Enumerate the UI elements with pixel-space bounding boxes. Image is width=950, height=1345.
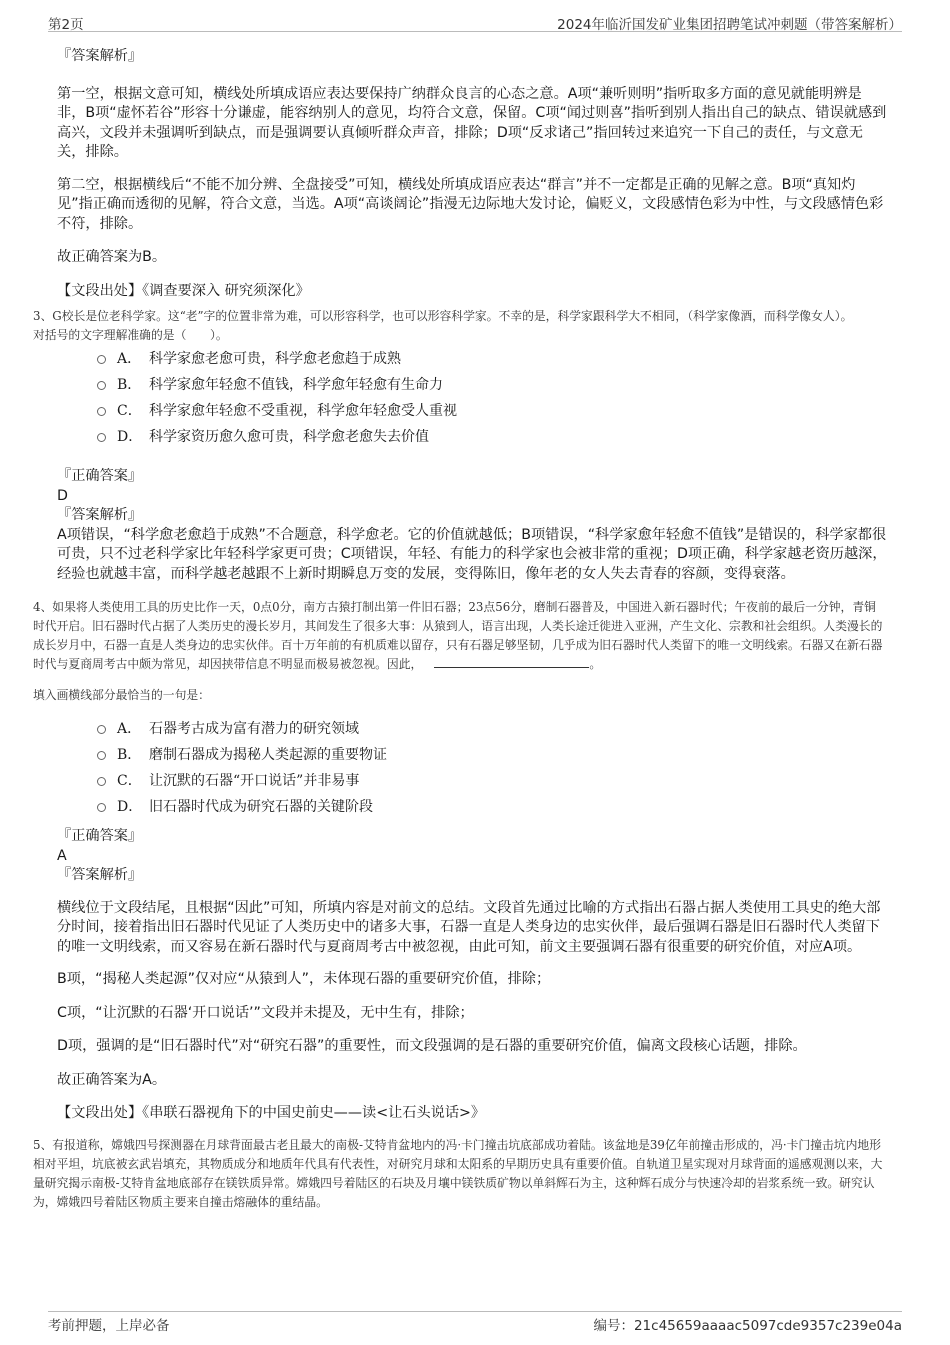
q4-option-a[interactable]: A． 石器考古成为富有潜力的研究领域 <box>57 719 887 745</box>
q2-analysis-para1: 第一空，根据文意可知，横线处所填成语应表达要保持广纳群众良言的心态之意。A项“兼听则明”指听取多方面的意见就能明辨是非，B项“虚怀若谷”形容十分谦虚，能容纳别人的意见，均符合文意，保留。C项“闻过则喜”指听到别人指出自己的缺点、错误就感到高兴，文段并未强调听到缺点，而是强调要认真倾听群众声音，排除；D项“反求诸己”指回转过来追究一下自己的责任，与文意无关，排除。 <box>57 85 887 160</box>
q4-analysis-option-d: D项，强调的是“旧石器时代”对“研究石器”的重要性，而文段强调的是石器的重要研究价值，偏离文段核心话题，排除。 <box>57 1038 807 1054</box>
fill-blank-line <box>434 655 589 668</box>
document-title: 2024年临沂国发矿业集团招聘笔试冲刺题（带答案解析） <box>557 17 902 33</box>
q3-option-c[interactable]: C． 科学家愈年轻愈不受重视，科学愈年轻愈受人重视 <box>57 401 887 427</box>
q3-answer: D <box>57 487 68 504</box>
header-divider <box>48 31 902 32</box>
radio-circle-icon[interactable] <box>97 725 106 734</box>
page-content <box>33 42 887 1212</box>
q3-option-b[interactable]: B． 科学家愈年轻愈不值钱，科学愈年轻愈有生命力 <box>57 375 887 401</box>
q4-prompt: 填入画横线部分最恰当的一句是： <box>33 688 210 702</box>
page-number: 第2页 <box>48 17 84 33</box>
q4-analysis-option-b: B项，“揭秘人类起源”仅对应“从猿到人”，未体现石器的重要研究价值，排除； <box>57 971 551 987</box>
radio-circle-icon[interactable] <box>97 777 106 786</box>
q4-option-b[interactable]: B． 磨制石器成为揭秘人类起源的重要物证 <box>57 745 887 771</box>
q4-analysis-option-c: C项，“让沉默的石器‘开口说话’”文段并未提及，无中生有，排除； <box>57 1004 474 1021</box>
q4-stem: 4、如果将人类使用工具的历史比作一天，0点0分，南方古猿打制出第一件旧石器；23点56分，磨制石器普及，中国进入新石器时代；午夜前的最后一分钟，青铜时代开启。旧石器时代占据了人类历史的漫长岁月，其间发生了很多大事：从猿到人，语言出现，人类长途迁徙进入亚洲，产生文化、宗教和社会组织。人类漫长的成长岁月中，石器一直是人类身边的忠实伙伴。百十万年前的有机质难以留存，只有石器足够坚韧，几乎成为旧石器时代人类留下的唯一文明线索。石器又在新石器时代与夏商周考古中颇为常见，却因挟带信息不明显而极易被忽视。因此， 。 <box>33 600 883 671</box>
q4-source: 【文段出处】《串联石器视角下的中国史前史——读<让石头说话>》 <box>57 1105 486 1121</box>
q4-answer-label: 『正确答案』 <box>57 828 143 844</box>
q3-stem: 3、G校长是位老科学家。这“老”字的位置非常为难，可以形容科学，也可以形容科学家。不幸的是，科学家跟科学大不相同，（科学家像酒，而科学像女人）。 <box>33 309 853 323</box>
q4-option-d[interactable]: D． 旧石器时代成为研究石器的关键阶段 <box>57 797 887 823</box>
q3-options <box>57 349 887 453</box>
q4-option-c[interactable]: C． 让沉默的石器“开口说话”并非易事 <box>57 771 887 797</box>
radio-circle-icon[interactable] <box>97 803 106 812</box>
radio-circle-icon[interactable] <box>97 407 106 416</box>
q2-analysis-para2: 第二空，根据横线后“不能不加分辨、全盘接受”可知，横线处所填成语应表达“群言”并不一定都是正确的见解之意。B项“真知灼见”指正确而透彻的见解，符合文意，当选。A项“高谈阔论”指漫无边际地大发讨论，偏贬义，文段感情色彩为中性，与文段感情色彩不符，排除。 <box>57 176 884 232</box>
q3-analysis: A项错误，“科学愈老愈趋于成熟”不合题意，科学愈老。它的价值就越低；B项错误，“科学家愈年轻愈不值钱”是错误的，科学家都很可贵，只不过老科学家比年轻科学家更可贵；C项错误，年轻、有能力的科学家也会被非常的重视；D项正确，科学家越老资历越深，经验也就越丰富，而科学越老越跟不上新时期瞬息万变的发展，变得陈旧，像年老的女人失去青春的容颜，变得衰落。 <box>57 526 887 582</box>
q2-conclusion: 故正确答案为B。 <box>57 249 167 265</box>
q3-analysis-label: 『答案解析』 <box>57 507 143 523</box>
page-header <box>48 13 902 33</box>
q4-answer: A <box>57 847 67 864</box>
q4-analysis-para1: 横线位于文段结尾，且根据“因此”可知，所填内容是对前文的总结。文段首先通过比喻的方式指出石器占据人类使用工具史的绝大部分时间，接着指出旧石器时代见证了人类历史中的诸多大事，石器一直是人类身边的忠实伙伴，最后强调石器是旧石器时代人类留下的唯一文明线索，而又容易在新石器时代与夏商周考古中被忽视，由此可知，前文主要强调石器有很重要的研究价值，对应A项。 <box>57 899 881 955</box>
q3-option-a[interactable]: A． 科学家愈老愈可贵，科学愈老愈趋于成熟 <box>57 349 887 375</box>
document-id: 编号：21c45659aaaac5097cde9357c239e04a <box>593 1318 902 1334</box>
q4-options <box>57 719 887 823</box>
radio-circle-icon[interactable] <box>97 433 106 442</box>
q3-prompt: 对括号的文字理解准确的是（ ）。 <box>33 328 228 342</box>
q2-analysis-label: 『答案解析』 <box>57 48 143 64</box>
q5-stem: 5、有报道称，嫦娥四号探测器在月球背面最古老且最大的南极-艾特肯盆地内的冯·卡门撞击坑底部成功着陆。该盆地是39亿年前撞击形成的，冯·卡门撞击坑内地形相对平坦，坑底被玄武岩填充，其物质成分和地质年代具有代表性，对研究月球和太阳系的早期历史具有重要价值。自轨道卫星实现对月球背面的遥感观测以来，大量研究揭示南极-艾特肯盆地底部存在镁铁质异常。嫦娥四号着陆区的石块及月壤中镁铁质矿物以单斜辉石为主，这种辉石成分与快速冷却的岩浆系统一致。研究认为，嫦娥四号着陆区物质主要来自撞击熔融体的重结晶。 <box>33 1137 883 1209</box>
footer-divider <box>48 1311 902 1312</box>
q4-analysis-label: 『答案解析』 <box>57 867 143 883</box>
q3-option-d[interactable]: D． 科学家资历愈久愈可贵，科学愈老愈失去价值 <box>57 427 887 453</box>
footer-slogan: 考前押题，上岸必备 <box>48 1318 170 1334</box>
q2-source: 【文段出处】《调查要深入 研究须深化》 <box>57 282 310 299</box>
q4-conclusion: 故正确答案为A。 <box>57 1071 167 1088</box>
radio-circle-icon[interactable] <box>97 381 106 390</box>
q3-answer-label: 『正确答案』 <box>57 468 143 484</box>
radio-circle-icon[interactable] <box>97 751 106 760</box>
radio-circle-icon[interactable] <box>97 355 106 364</box>
